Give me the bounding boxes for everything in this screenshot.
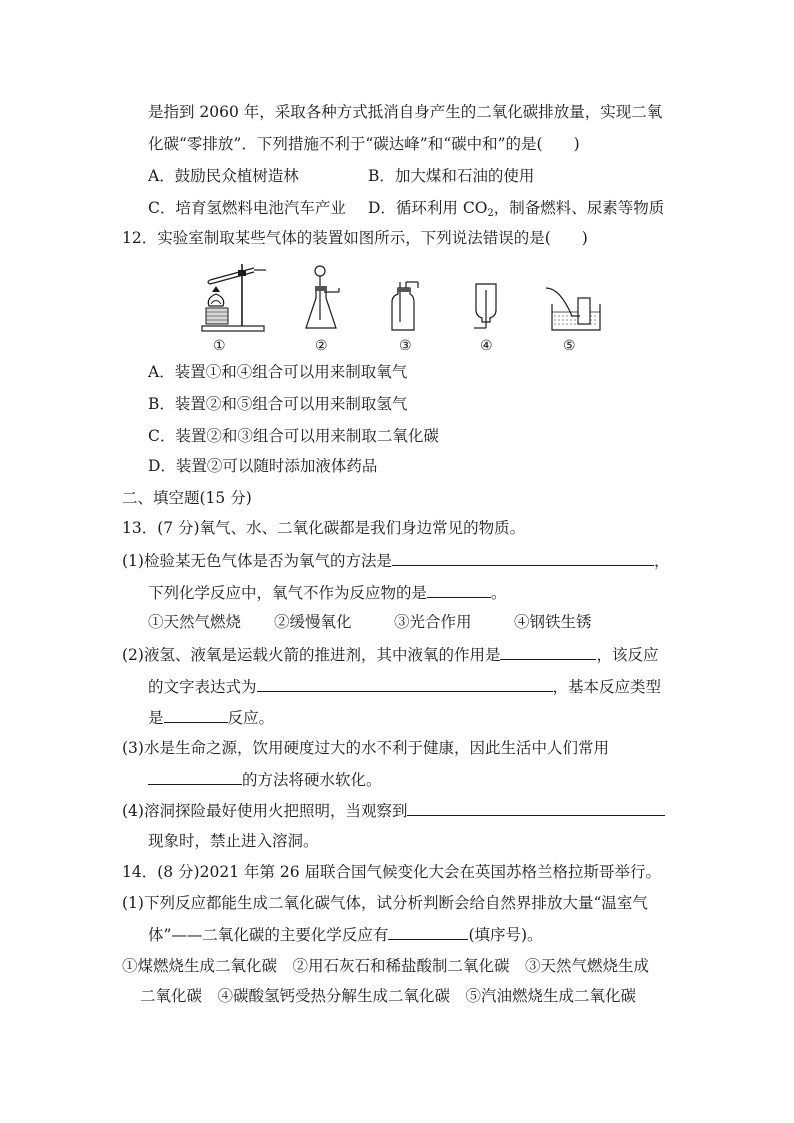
apparatus-label-4: ④ [480, 338, 493, 354]
q13-choice-4: ④钢铁生锈 [514, 613, 592, 631]
q13-blank-2[interactable] [427, 582, 491, 598]
q11-option-d: D．循环利用 $CO_2$，制备燃料、尿素等物质 [368, 199, 665, 219]
apparatus-label-3: ③ [399, 338, 412, 354]
section-2-title: 二、填空题(15 分) [122, 489, 252, 507]
q12-option-c: C．装置②和③组合可以用来制取二氧化碳 [148, 427, 439, 445]
q13-choice-2: ②缓慢氧化 [274, 613, 352, 631]
q13-choice-1: ①天然气燃烧 [148, 613, 242, 631]
q13-choice-3: ③光合作用 [394, 613, 472, 631]
q11-option-c: C．培育氢燃料电池汽车产业 [148, 199, 346, 217]
q13-blank-1[interactable] [392, 550, 654, 566]
apparatus-label-1: ① [213, 338, 226, 354]
water-trough-icon [544, 286, 604, 332]
q11-option-a: A．鼓励民众植树造林 [148, 167, 299, 185]
q13-part4-line2: 现象时，禁止进入溶洞。 [148, 832, 319, 850]
q13-blank-5[interactable] [164, 707, 228, 723]
q14-list-line1: ①煤燃烧生成二氧化碳 ②用石灰石和稀盐酸制二氧化碳 ③天然气燃烧生成 [122, 957, 650, 975]
q14-stem: 14．(8 分)2021 年第 26 届联合国气候变化大会在英国苏格兰格拉斯哥举行。 [122, 863, 662, 881]
q11-option-b: B．加大煤和石油的使用 [368, 167, 535, 185]
q13-blank-4[interactable] [257, 676, 553, 692]
q13-part1-line2: 下列化学反应中，氧气不作为反应物的是 。 [148, 584, 507, 602]
q12-option-a: A．装置①和④组合可以用来制取氧气 [148, 363, 408, 381]
q13-part1-line1: (1)检验某无色气体是否为氧气的方法是 ， [122, 552, 670, 570]
apparatus-5-water-trough [544, 286, 604, 332]
q13-part2-line1: (2)液氢、液氧是运载火箭的推进剂，其中液氧的作用是 ，该反应 [122, 646, 659, 664]
apparatus-3-bottle [388, 278, 424, 334]
q11-stem-line1: 是指到 2060 年，采取各种方式抵消自身产生的二氧化碳排放量，实现二氧 [148, 103, 663, 121]
heating-apparatus-icon [198, 262, 270, 334]
q12-option-b: B．装置②和⑤组合可以用来制取氢气 [148, 395, 408, 413]
q14-part1-line2: 体”——二氧化碳的主要化学反应有 (填序号)。 [148, 926, 543, 944]
q13-blank-7[interactable] [407, 800, 665, 816]
q13-part2-line3: 是 反应。 [148, 709, 275, 727]
conical-flask-icon [303, 262, 343, 334]
gas-bottle-icon [388, 278, 424, 334]
q13-part3-line2: 的方法将硬水软化。 [148, 769, 382, 790]
q14-list-line2: 二氧化碳 ④碳酸氢钙受热分解生成二氧化碳 ⑤汽油燃烧生成二氧化碳 [140, 987, 637, 1005]
q14-part1-line1: (1)下列反应都能生成二氧化碳气体，试分析判断会给自然界排放大量“温室气 [122, 894, 648, 912]
apparatus-label-2: ② [315, 338, 328, 354]
q11-stem-line2: 化碳“零排放”．下列措施不利于“碳达峰”和“碳中和”的是( ) [148, 135, 580, 153]
q13-stem: 13．(7 分)氧气、水、二氧化碳都是我们身边常见的物质。 [122, 519, 526, 537]
q13-part2-line2: 的文字表达式为 ，基本反应类型 [148, 678, 662, 696]
q12-option-d: D．装置②可以随时添加液体药品 [148, 457, 378, 475]
q14-blank-1[interactable] [388, 924, 468, 940]
q13-part3-line1: (3)水是生命之源，饮用硬度过大的水不利于健康，因此生活中人们常用 [122, 739, 609, 757]
q12-stem: 12．实验室制取某些气体的装置如图所示，下列说法错误的是( ) [122, 229, 588, 247]
apparatus-label-5: ⑤ [563, 338, 576, 354]
apparatus-1-heating [198, 262, 270, 334]
apparatus-2-flask [303, 262, 343, 334]
q13-part4-line1: (4)溶洞探险最好使用火把照明，当观察到 [122, 800, 665, 821]
collecting-bottle-icon [470, 280, 504, 330]
q13-blank-6[interactable] [148, 769, 242, 785]
q13-blank-3[interactable] [500, 644, 596, 660]
apparatus-4-inverted-bottle [470, 280, 504, 330]
